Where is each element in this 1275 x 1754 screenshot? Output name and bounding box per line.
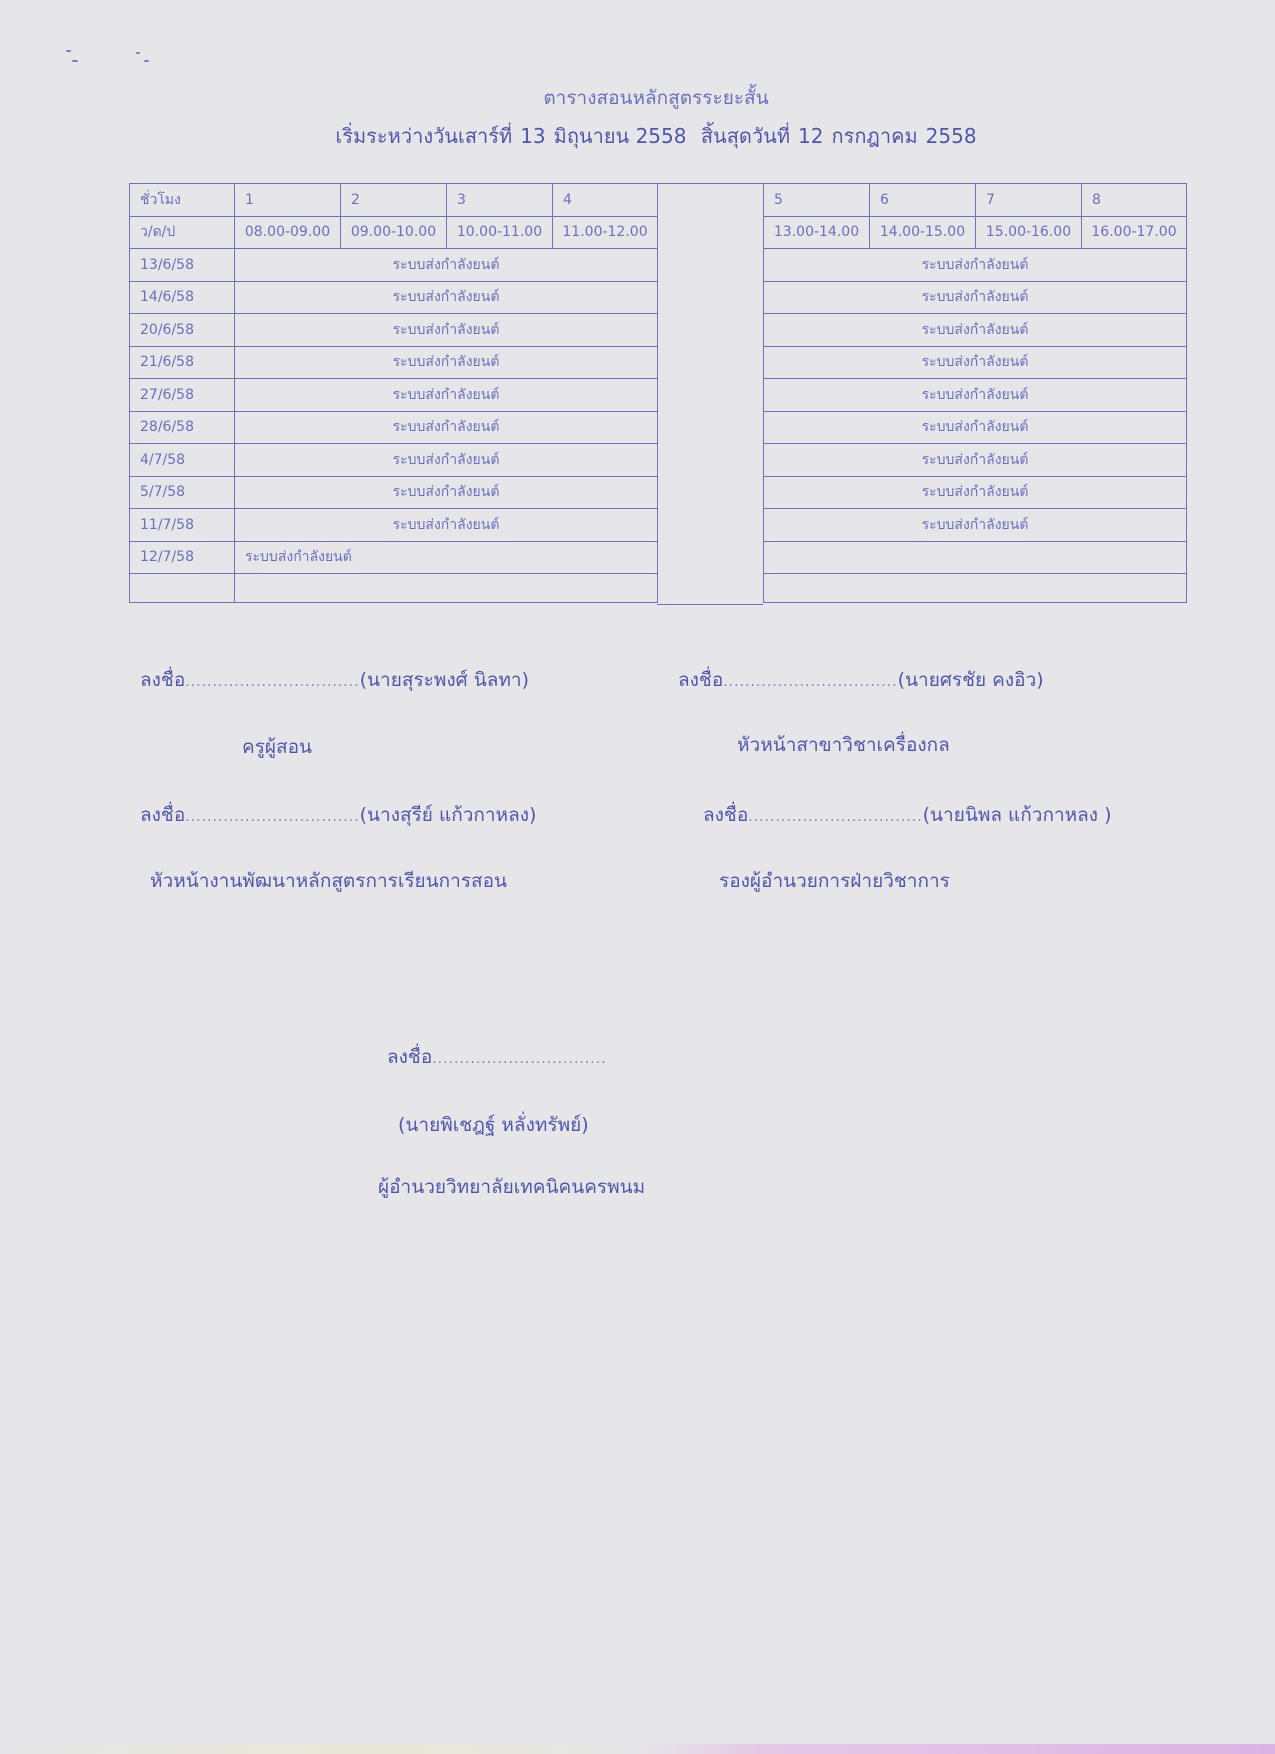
period-time: 11.00-12.00 bbox=[553, 216, 658, 249]
schedule-row bbox=[764, 249, 1187, 282]
afternoon-subject: ระบบส่งกำลังยนต์ bbox=[764, 314, 1187, 347]
row-date bbox=[130, 574, 235, 603]
end-label: สิ้นสุดวันที่ bbox=[700, 124, 791, 148]
period-number: 3 bbox=[447, 184, 553, 217]
morning-subject bbox=[235, 574, 658, 603]
schedule-row bbox=[764, 444, 1187, 477]
row-date: 21/6/58 bbox=[130, 346, 235, 379]
schedule-row bbox=[130, 574, 658, 603]
schedule-row bbox=[764, 346, 1187, 379]
schedule-table-morning bbox=[129, 183, 658, 603]
deputy-name: (นายนิพล แก้วกาหลง ) bbox=[922, 804, 1112, 826]
dept-head-role: หัวหน้าสาขาวิชาเครื่องกล bbox=[737, 734, 950, 756]
schedule-row bbox=[764, 314, 1187, 347]
document-title: ตารางสอนหลักสูตรระยะสั้น bbox=[543, 87, 769, 109]
schedule-row bbox=[130, 509, 658, 542]
period-number: 7 bbox=[976, 184, 1082, 217]
row-date: 4/7/58 bbox=[130, 444, 235, 477]
schedule-row bbox=[130, 249, 658, 282]
schedule-row bbox=[764, 411, 1187, 444]
morning-subject: ระบบส่งกำลังยนต์ bbox=[235, 541, 658, 574]
dept-head-name: (นายศรชัย คงอิว) bbox=[897, 669, 1044, 691]
curriculum-head-signature-line bbox=[140, 800, 536, 830]
sign-label: ลงชื่อ bbox=[140, 669, 186, 691]
afternoon-subject: ระบบส่งกำลังยนต์ bbox=[764, 346, 1187, 379]
period-time: 15.00-16.00 bbox=[976, 216, 1082, 249]
row-date: 27/6/58 bbox=[130, 379, 235, 412]
end-day: 12 bbox=[798, 124, 824, 148]
signature-dots: ................................ bbox=[432, 1051, 607, 1067]
director-role: ผู้อำนวยวิทยาลัยเทคนิคนครพนม bbox=[378, 1176, 646, 1198]
period-time: 13.00-14.00 bbox=[764, 216, 870, 249]
director-name: (นายพิเชฎฐ์ หลั่งทรัพย์) bbox=[398, 1114, 589, 1136]
afternoon-subject: ระบบส่งกำลังยนต์ bbox=[764, 379, 1187, 412]
period-time: 16.00-17.00 bbox=[1082, 216, 1187, 249]
period-time: 09.00-10.00 bbox=[341, 216, 447, 249]
scan-speck bbox=[136, 52, 140, 54]
schedule-row bbox=[130, 346, 658, 379]
time-header-row bbox=[130, 216, 658, 249]
morning-subject: ระบบส่งกำลังยนต์ bbox=[235, 314, 658, 347]
signature-dots: ................................ bbox=[723, 674, 898, 690]
period-number: 2 bbox=[341, 184, 447, 217]
row-date: 14/6/58 bbox=[130, 281, 235, 314]
schedule-row bbox=[764, 476, 1187, 509]
schedule-row bbox=[764, 574, 1187, 603]
afternoon-subject bbox=[764, 541, 1187, 574]
period-time: 14.00-15.00 bbox=[870, 216, 976, 249]
row-date: 5/7/58 bbox=[130, 476, 235, 509]
morning-subject: ระบบส่งกำลังยนต์ bbox=[235, 281, 658, 314]
schedule-row bbox=[130, 411, 658, 444]
afternoon-subject: ระบบส่งกำลังยนต์ bbox=[764, 444, 1187, 477]
scan-edge-strip bbox=[0, 1744, 1275, 1754]
schedule-row bbox=[130, 541, 658, 574]
sign-label: ลงชื่อ bbox=[387, 1046, 433, 1068]
end-year: 2558 bbox=[925, 124, 977, 148]
row-date: 11/7/58 bbox=[130, 509, 235, 542]
curriculum-head-name: (นางสุรีย์ แก้วกาหลง) bbox=[359, 804, 537, 826]
end-month: กรกฎาคม bbox=[831, 124, 918, 148]
teacher-role: ครูผู้สอน bbox=[242, 736, 313, 758]
schedule-row bbox=[764, 541, 1187, 574]
morning-subject: ระบบส่งกำลังยนต์ bbox=[235, 379, 658, 412]
teacher-signature-line bbox=[140, 665, 529, 695]
scan-speck bbox=[66, 50, 71, 52]
teacher-name: (นายสุระพงศ์ นิลทา) bbox=[359, 669, 529, 691]
period-number: 6 bbox=[870, 184, 976, 217]
period-header-row bbox=[130, 184, 658, 217]
schedule-row bbox=[764, 509, 1187, 542]
period-number: 5 bbox=[764, 184, 870, 217]
morning-subject: ระบบส่งกำลังยนต์ bbox=[235, 444, 658, 477]
schedule-row bbox=[130, 379, 658, 412]
morning-subject: ระบบส่งกำลังยนต์ bbox=[235, 476, 658, 509]
afternoon-subject bbox=[764, 574, 1187, 603]
row-date: 20/6/58 bbox=[130, 314, 235, 347]
deputy-signature-line bbox=[703, 800, 1112, 830]
start-label: เริ่มระหว่างวันเสาร์ที่ bbox=[335, 124, 513, 148]
schedule-row bbox=[764, 281, 1187, 314]
sign-label: ลงชื่อ bbox=[703, 804, 749, 826]
date-header-label: ว/ด/ป bbox=[130, 216, 235, 249]
period-number: 8 bbox=[1082, 184, 1187, 217]
morning-subject: ระบบส่งกำลังยนต์ bbox=[235, 249, 658, 282]
signature-dots: ................................ bbox=[185, 809, 360, 825]
start-month-year: มิถุนายน 2558 bbox=[553, 124, 687, 148]
period-number: 4 bbox=[553, 184, 658, 217]
morning-subject: ระบบส่งกำลังยนต์ bbox=[235, 411, 658, 444]
scan-speck bbox=[72, 60, 78, 62]
row-date: 28/6/58 bbox=[130, 411, 235, 444]
director-signature-line bbox=[387, 1042, 607, 1072]
row-date: 12/7/58 bbox=[130, 541, 235, 574]
deputy-role: รองผู้อำนวยการฝ่ายวิชาการ bbox=[719, 870, 950, 892]
schedule-row bbox=[130, 281, 658, 314]
period-time: 10.00-11.00 bbox=[447, 216, 553, 249]
morning-subject: ระบบส่งกำลังยนต์ bbox=[235, 509, 658, 542]
afternoon-subject: ระบบส่งกำลังยนต์ bbox=[764, 476, 1187, 509]
afternoon-subject: ระบบส่งกำลังยนต์ bbox=[764, 249, 1187, 282]
afternoon-subject: ระบบส่งกำลังยนต์ bbox=[764, 281, 1187, 314]
morning-subject: ระบบส่งกำลังยนต์ bbox=[235, 346, 658, 379]
signature-dots: ................................ bbox=[185, 674, 360, 690]
dept-head-signature-line bbox=[678, 665, 1044, 695]
afternoon-subject: ระบบส่งกำลังยนต์ bbox=[764, 509, 1187, 542]
curriculum-head-role: หัวหน้างานพัฒนาหลักสูตรการเรียนการสอน bbox=[150, 870, 508, 892]
scan-speck bbox=[144, 60, 149, 62]
schedule-row bbox=[130, 476, 658, 509]
document-subtitle bbox=[0, 120, 1275, 152]
sign-label: ลงชื่อ bbox=[678, 669, 724, 691]
period-header-row bbox=[764, 184, 1187, 217]
schedule-row bbox=[130, 314, 658, 347]
signature-dots: ................................ bbox=[748, 809, 923, 825]
schedule-table-afternoon bbox=[763, 183, 1187, 603]
lunch-break-column bbox=[657, 183, 763, 605]
sign-label: ลงชื่อ bbox=[140, 804, 186, 826]
schedule-row bbox=[764, 379, 1187, 412]
time-header-row bbox=[764, 216, 1187, 249]
start-day: 13 bbox=[520, 124, 546, 148]
period-header-label: ชั่วโมง bbox=[130, 184, 235, 217]
period-number: 1 bbox=[235, 184, 341, 217]
afternoon-subject: ระบบส่งกำลังยนต์ bbox=[764, 411, 1187, 444]
schedule-row bbox=[130, 444, 658, 477]
period-time: 08.00-09.00 bbox=[235, 216, 341, 249]
row-date: 13/6/58 bbox=[130, 249, 235, 282]
